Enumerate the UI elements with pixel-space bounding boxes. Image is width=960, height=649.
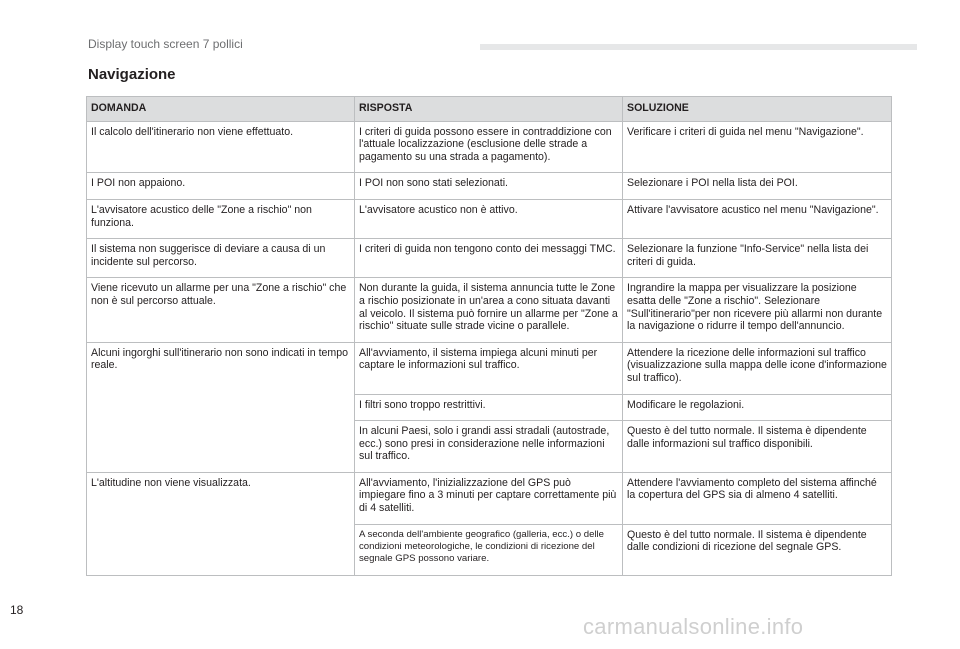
- table-row: [87, 199, 892, 238]
- answer-cell: I POI non sono stati selezionati.: [355, 173, 623, 200]
- answer-cell: L'avvisatore acustico non è attivo.: [355, 199, 623, 238]
- solution-cell: Selezionare i POI nella lista dei POI.: [623, 173, 892, 200]
- table-row: [87, 239, 892, 278]
- table-row: [87, 278, 892, 342]
- table-row: [87, 121, 892, 173]
- page-number: 18: [10, 603, 24, 617]
- question-cell: Alcuni ingorghi sull'itinerario non sono indicati in tempo reale.: [87, 342, 355, 472]
- column-header-answer: RISPOSTA: [355, 97, 623, 122]
- table-row: [87, 173, 892, 200]
- table-row: [87, 472, 892, 524]
- table-header-row: [87, 97, 892, 122]
- question-cell: I POI non appaiono.: [87, 173, 355, 200]
- answer-cell: All'avviamento, l'inizializzazione del GPS può impiegare fino a 3 minuti per captare correttamente più di 4 satelliti.: [355, 472, 623, 524]
- solution-cell: Attendere l'avviamento completo del sistema affinché la copertura del GPS sia di almeno 4 satelliti.: [623, 472, 892, 524]
- solution-cell: Modificare le regolazioni.: [623, 394, 892, 421]
- solution-cell: Questo è del tutto normale. Il sistema è dipendente dalle condizioni di ricezione del segnale GPS.: [623, 524, 892, 575]
- column-header-solution: SOLUZIONE: [623, 97, 892, 122]
- solution-cell: Verificare i criteri di guida nel menu "Navigazione".: [623, 121, 892, 173]
- answer-cell: In alcuni Paesi, solo i grandi assi stradali (autostrade, ecc.) sono presi in considerazione nelle informazioni sul traffico.: [355, 421, 623, 473]
- faq-table: [86, 96, 892, 576]
- header-bar: [480, 44, 917, 50]
- question-cell: L'altitudine non viene visualizzata.: [87, 472, 355, 575]
- solution-cell: Selezionare la funzione "Info-Service" nella lista dei criteri di guida.: [623, 239, 892, 278]
- watermark: carmanualsonline.info: [583, 614, 804, 639]
- column-header-question: DOMANDA: [87, 97, 355, 122]
- answer-cell: I criteri di guida non tengono conto dei messaggi TMC.: [355, 239, 623, 278]
- answer-cell: All'avviamento, il sistema impiega alcuni minuti per captare le informazioni sul traffico.: [355, 342, 623, 394]
- section-header: Display touch screen 7 pollici: [88, 37, 243, 51]
- answer-cell: I criteri di guida possono essere in contraddizione con l'attuale localizzazione (esclusione delle strade a pagamento su una strada a pagamento).: [355, 121, 623, 173]
- solution-cell: Attivare l'avvisatore acustico nel menu "Navigazione".: [623, 199, 892, 238]
- question-cell: L'avvisatore acustico delle "Zone a rischio" non funziona.: [87, 199, 355, 238]
- table-row: [87, 342, 892, 394]
- solution-cell: Ingrandire la mappa per visualizzare la posizione esatta delle "Zone a rischio". Selezionare "Sull'itinerario"per non ricevere più allarmi non durante la navigazione o ridurre il tempo dell'annuncio.: [623, 278, 892, 342]
- question-cell: Viene ricevuto un allarme per una "Zone a rischio" che non è sul percorso attuale.: [87, 278, 355, 342]
- answer-cell: Non durante la guida, il sistema annuncia tutte le Zone a rischio posizionate in un'area a cono situata davanti al veicolo. Il sistema può fornire un allarme per "Zone a rischio" situate sulle strade vicine o parallele.: [355, 278, 623, 342]
- answer-cell: I filtri sono troppo restrittivi.: [355, 394, 623, 421]
- solution-cell: Attendere la ricezione delle informazioni sul traffico (visualizzazione sulla mappa delle icone d'informazione sul traffico).: [623, 342, 892, 394]
- solution-cell: Questo è del tutto normale. Il sistema è dipendente dalle informazioni sul traffico disponibili.: [623, 421, 892, 473]
- answer-cell: A seconda dell'ambiente geografico (galleria, ecc.) o delle condizioni meteorologiche, le condizioni di ricezione del segnale GPS possono variare.: [355, 524, 623, 575]
- page-title: Navigazione: [88, 66, 176, 83]
- question-cell: Il sistema non suggerisce di deviare a causa di un incidente sul percorso.: [87, 239, 355, 278]
- question-cell: Il calcolo dell'itinerario non viene effettuato.: [87, 121, 355, 173]
